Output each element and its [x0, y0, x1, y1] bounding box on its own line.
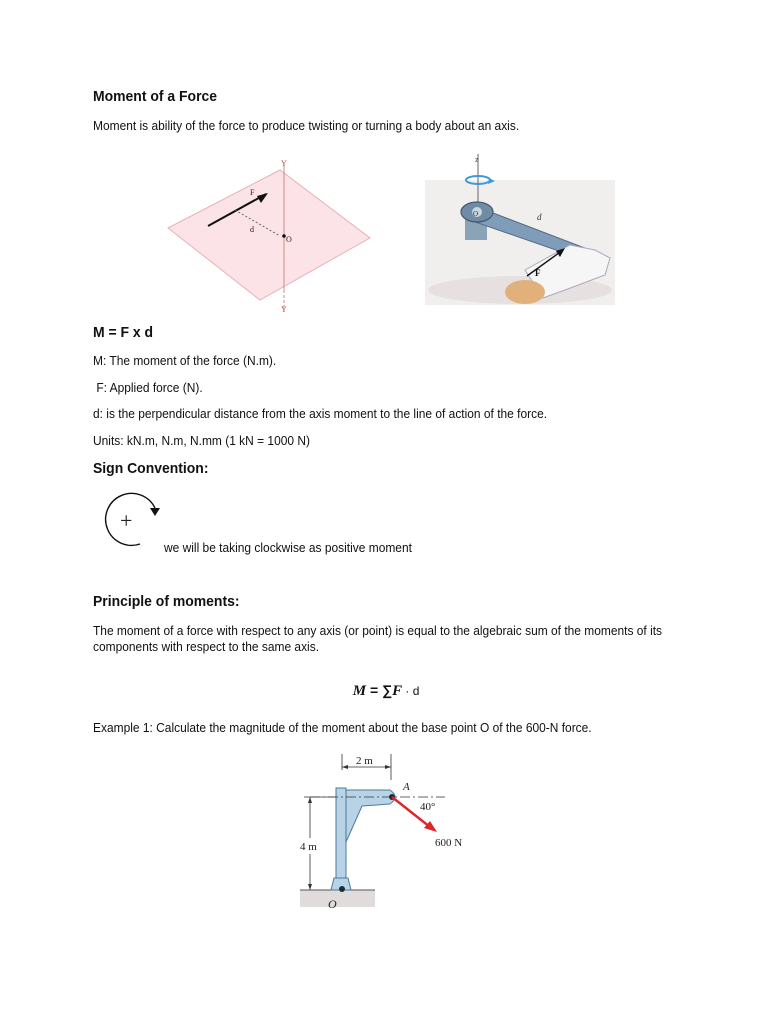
moment-plane-figure — [160, 150, 380, 320]
definition-distance: d: is the perpendicular distance from the axis moment to the line of action of the force. — [93, 406, 548, 421]
principle-heading: Principle of moments: — [93, 593, 240, 610]
arm-shape — [505, 280, 545, 304]
formula-d: · d — [402, 684, 420, 698]
point-o-label: O — [473, 210, 479, 218]
force-label: F — [250, 188, 255, 197]
width-label: 2 m — [356, 755, 373, 767]
principle-formula — [345, 666, 419, 700]
plus-sign: + — [120, 508, 133, 533]
principle-text: The moment of a force with respect to any axis (or point) is equal to the algebraic sum of the moments of its components with respect to the same axis. — [93, 623, 663, 654]
angle-label: 40° — [420, 801, 436, 813]
ground-base — [300, 890, 375, 907]
formula-m: M — [352, 683, 367, 699]
distance-label: d — [250, 225, 254, 234]
point-o-label: O — [286, 235, 292, 244]
page-title: Moment of a Force — [93, 88, 218, 105]
units-text: Units: kN.m, N.m, N.mm (1 kN = 1000 N) — [93, 433, 310, 448]
clockwise-icon — [98, 490, 168, 552]
y-bottom-label: Y — [281, 305, 287, 314]
intro-text: Moment is ability of the force to produce twisting or turning a body about an axis. — [93, 118, 520, 133]
z-axis-label: z — [475, 155, 479, 164]
y-top-label: Y — [281, 159, 287, 168]
point-a-label: A — [403, 781, 410, 793]
sign-convention-heading: Sign Convention: — [93, 460, 209, 477]
distance-label: d — [537, 212, 542, 222]
definition-force: F: Applied force (N). — [93, 380, 203, 395]
force-label: F — [535, 268, 541, 278]
post-bracket-figure — [290, 750, 490, 915]
formula-heading: M = F x d — [93, 324, 154, 341]
sign-convention-text: we will be taking clockwise as positive moment — [164, 540, 412, 555]
formula-sum: = ∑ — [366, 682, 393, 698]
height-label: 4 m — [300, 841, 317, 853]
point-o-label: O — [328, 897, 337, 911]
wrench-figure — [425, 150, 615, 310]
formula-f: F — [392, 683, 403, 699]
plane-shape — [168, 170, 370, 300]
example-1-text: Example 1: Calculate the magnitude of the moment about the base point O of the 600-N force. — [93, 720, 592, 735]
post-shape — [336, 788, 346, 888]
bracket-shape — [346, 790, 395, 842]
force-label: 600 N — [435, 837, 463, 849]
definition-moment: M: The moment of the force (N.m). — [93, 353, 277, 368]
